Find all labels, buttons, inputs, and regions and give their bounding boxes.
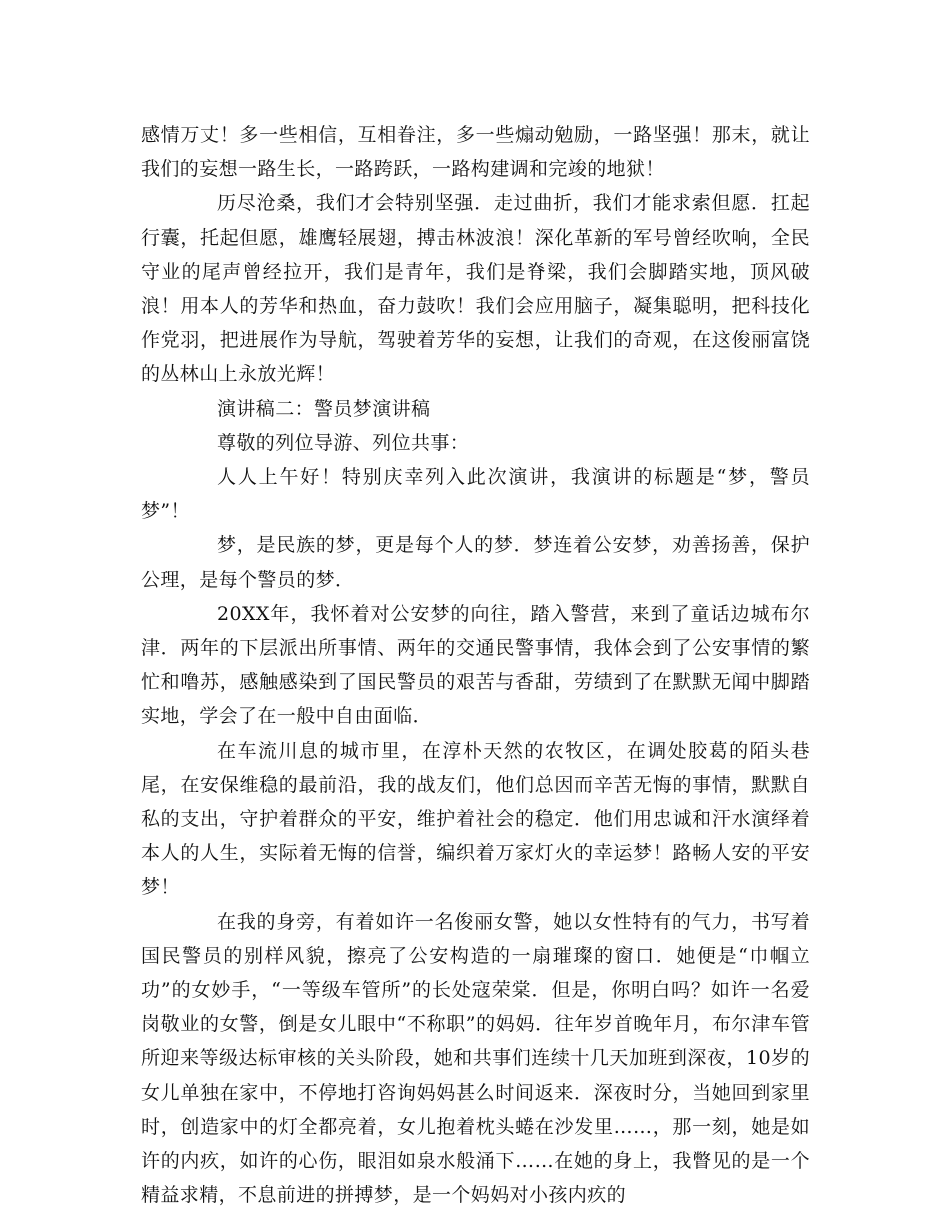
paragraph: 在我的身旁，有着如许一名俊丽女警，她以女性特有的气力，书写着国民警员的别样风貌，擦亮了公安构造的一扇璀璨的窗口．她便是“巾帼立功”的女妙手，“一等级车管所”的长处寇荣棠．但是，你明白吗？如许一名爱岗敬业的女警，倒是女儿眼中“不称职”的妈妈．往年岁首晚年月，布尔津车管所迎来等级达标审核的关头阶段，她和共事们连续十几天加班到深夜，10岁的女儿单独在家中，不停地打咨询妈妈甚么时间返来．深夜时分，当她回到家里时，创造家中的灯全都亮着，女儿抱着枕头蜷在沙发里……，那一刻，她是如许的内疚，如许的心伤，眼泪如泉水般涌下……在她的身上，我瞥见的是一个精益求精，不息前进的拼搏梦，是一个妈妈对小孩内疚的 xyxy=(141,910,810,1207)
section-heading: 演讲稿二：警员梦演讲稿 xyxy=(217,397,431,420)
paragraph: 人人上午好！特别庆幸列入此次演讲，我演讲的标题是“梦，警员梦”！ xyxy=(141,466,810,523)
salutation: 尊敬的列位导游、列位共事： xyxy=(217,431,470,454)
paragraph: 20XX年，我怀着对公安梦的向往，踏入警营，来到了童话边城布尔津．两年的下层派出所事情、两年的交通民警事情，我体会到了公安事情的繁忙和噜苏，感触感染到了国民警员的艰苦与香甜，劳绩到了在默默无闻中脚踏实地，学会了在一般中自由面临． xyxy=(141,602,810,728)
document-body xyxy=(141,118,810,1213)
paragraph: 在车流川息的城市里，在淳朴天然的农牧区，在调处胶葛的陌头巷尾，在安保维稳的最前沿，我的战友们，他们总因而辛苦无悔的事情，默默自私的支出，守护着群众的平安，维护着社会的稳定．他们用忠诚和汗水演绎着本人的人生，实际着无悔的信誉，编织着万家灯火的幸运梦！路畅人安的平安梦！ xyxy=(141,739,810,899)
paragraph: 历尽沧桑，我们才会特别坚强．走过曲折，我们才能求索但愿．扛起行囊，托起但愿，雄鹰轻展翅，搏击林波浪！深化革新的军号曾经吹响，全民守业的尾声曾经拉开，我们是青年，我们是脊梁，我们会脚踏实地，顶风破浪！用本人的芳华和热血，奋力鼓吹！我们会应用脑子，凝集聪明，把科技化作党羽，把进展作为导航，驾驶着芳华的妄想，让我们的奇观，在这俊丽富饶的丛林山上永放光辉！ xyxy=(141,192,810,386)
paragraph: 感情万丈！多一些相信，互相眷注，多一些煽动勉励，一路坚强！那末，就让我们的妄想一路生长，一路跨跃，一路构建调和完竣的地狱！ xyxy=(141,124,810,181)
paragraph: 梦，是民族的梦，更是每个人的梦．梦连着公安梦，劝善扬善，保护公理，是每个警员的梦． xyxy=(141,534,810,591)
